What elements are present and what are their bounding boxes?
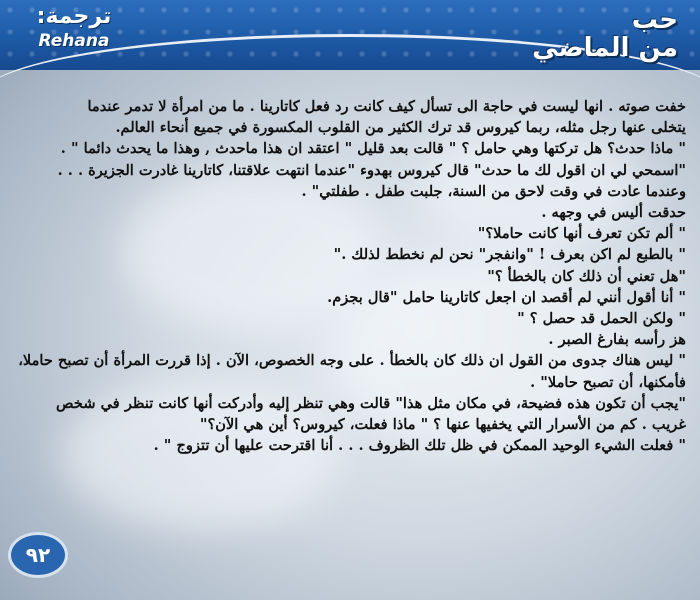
text-line: "اسمحي لي ان اقول لك ما حدث" قال كيروس بهدوء "عندما انتهت علاقتنا، كاتارينا غادرت الجزيرة . . . bbox=[57, 161, 686, 179]
text-line: فأمكنها، أن تصبح حاملا" . bbox=[530, 373, 686, 391]
text-line: يتخلى عنها رجل مثله، ربما كيروس قد ترك الكثير من القلوب المكسورة في جميع أنحاء العالم. bbox=[115, 119, 686, 137]
body-text bbox=[14, 96, 686, 456]
book-title bbox=[488, 6, 678, 62]
text-line: خفت صوته . انها ليست في حاجة الى تسأل كيف كانت رد فعل كاتارينا . ما من امرأة لا تدمر عندما bbox=[87, 98, 686, 115]
text-line: " ولكن الحمل قد حصل ؟ " bbox=[517, 310, 686, 328]
text-line: غريب . كم من الأسرار التي يخفيها عنها ؟ " ماذا فعلت، كيروس؟ أين هي الآن؟" bbox=[199, 416, 686, 434]
text-line: حدقت أليس في وجهه . bbox=[541, 204, 686, 222]
title-line-2: من الماضي bbox=[532, 33, 678, 63]
page-number: ٩٢ bbox=[25, 543, 51, 567]
text-line: "يجب أن تكون هذه فضيحة، في مكان مثل هذا" قالت وهي تنظر إليه وأدركت أنها كانت تنظر في شخص bbox=[56, 394, 686, 412]
translator-label: ترجمة: bbox=[36, 4, 112, 29]
page-number-badge bbox=[8, 532, 68, 578]
text-line: " فعلت الشيء الوحيد الممكن في ظل تلك الظروف . . . أنا اقترحت عليها أن تتزوج " . bbox=[153, 437, 686, 455]
text-line: " أنا أقول أنني لم أقصد ان اجعل كاتارينا حامل "قال بجزم. bbox=[327, 288, 686, 306]
text-line: " ليس هناك جدوى من القول ان ذلك كان بالخطأ . على وجه الخصوص، الآن . إذا قررت المرأة أن تصبح حاملا، bbox=[18, 352, 686, 370]
translator-credit bbox=[14, 4, 134, 51]
title-line-1: حب bbox=[631, 5, 678, 35]
translator-name: Rehana bbox=[38, 31, 110, 51]
text-line: وعندما عادت في وقت لاحق من السنة، جلبت طفل . طفلتي" . bbox=[301, 182, 686, 200]
text-line: " بالطبع لم اكن بعرف ! "وانفجر" نحن لم نخطط لذلك ." bbox=[333, 246, 686, 264]
text-line: " ألم تكن تعرف أنها كانت حاملا؟" bbox=[477, 225, 686, 243]
text-line: " ماذا حدث؟ هل تركتها وهي حامل ؟ " قالت بعد قليل " اعتقد ان هذا ماحدث , وهذا ما يحدث دائما " . bbox=[60, 140, 686, 158]
text-line: هز رأسه بفارغ الصبر . bbox=[548, 331, 686, 349]
text-line: "هل تعني أن ذلك كان بالخطأ ؟" bbox=[487, 267, 686, 285]
